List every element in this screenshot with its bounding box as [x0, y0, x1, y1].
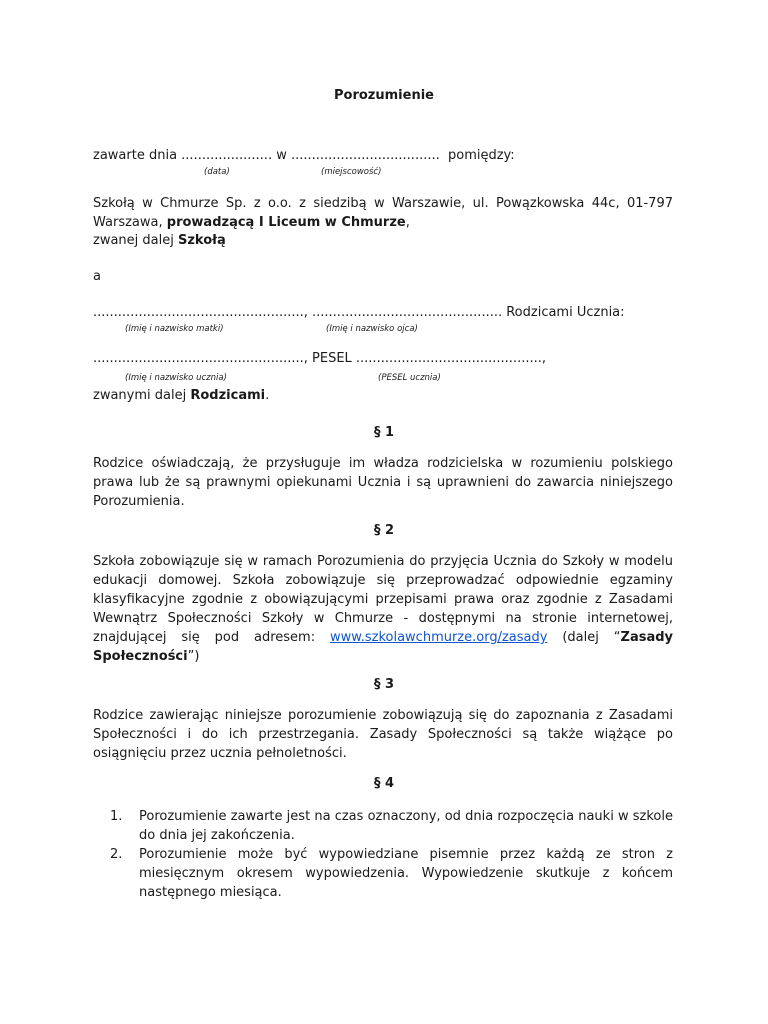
section-2-text-after: (dalej “ — [547, 630, 621, 645]
list-item — [110, 807, 673, 845]
parents-alias-bold: Rodzicami — [190, 388, 266, 403]
section-3-heading: § 3 — [373, 677, 395, 692]
school-text: Szkołą w Chmurze Sp. z o.o. z siedzibą w Warszawie, ul. Powązkowska 44c, 01-797 Warszawa, — [93, 196, 673, 230]
caption-student: (Imię i nazwisko ucznia) — [125, 373, 227, 383]
caption-father: (Imię i nazwisko ojca) — [326, 324, 418, 334]
school-text-end: , — [405, 215, 410, 230]
parents-alias-end: . — [265, 388, 270, 403]
list-item-number: 1. — [110, 809, 123, 824]
rules-link[interactable]: www.szkolawchmurze.org/zasady — [330, 630, 548, 645]
list-item-text: Porozumienie zawarte jest na czas oznaczony, od dnia rozpoczęcia nauki w szkole do dnia jej zakończenia. — [139, 809, 673, 843]
caption-mother: (Imię i nazwisko matki) — [125, 324, 224, 334]
list-item — [110, 845, 673, 902]
caption-place: (miejscowość) — [321, 167, 382, 177]
parents-line: ..................................................., .............................................. Rodzicami Ucznia: — [93, 305, 625, 320]
section-2-text — [93, 552, 673, 666]
document-title: Porozumienie — [334, 88, 434, 103]
intro-prefix: zawarte dnia ...................... w .................................... — [93, 148, 440, 163]
section-4-list — [110, 807, 673, 902]
school-alias — [93, 232, 226, 250]
school-alias-text: zwanej dalej — [93, 233, 178, 248]
section-1-text: Rodzice oświadczają, że przysługuje im władza rodzicielska w rozumieniu polskiego prawa lub że są prawnymi opiekunami Ucznia i są uprawnieni do zawarcia niniejszego Porozumienia. — [93, 456, 673, 509]
conjunction-a: a — [93, 269, 101, 284]
intro-line — [93, 147, 515, 165]
section-2-heading: § 2 — [373, 523, 395, 538]
intro-suffix: pomiędzy: — [448, 148, 515, 163]
section-4-heading: § 4 — [373, 776, 395, 791]
school-bold: prowadzącą I Liceum w Chmurze — [166, 215, 406, 230]
school-alias-bold: Szkołą — [177, 233, 226, 248]
section-2-text-before: Szkoła zobowiązuje się w ramach Porozumienia do przyjęcia Ucznia do Szkoły w modelu edukacji domowej. Szkoła zobowiązuje się przeprowadzać odpowiednie egzaminy klasyfikacyjne zgodnie z obowiązującymi przepisami prawa oraz zgodnie z Zasadami Wewnątrz Społeczności Szkoły w Chmurze - dostępnymi na stronie internetowej, znajdującej się pod adresem: — [93, 554, 673, 645]
parents-alias — [93, 387, 269, 405]
section-3-text: Rodzice zawierając niniejsze porozumienie zobowiązują się do zapoznania z Zasadami Społeczności i do ich przestrzegania. Zasady Społeczności są także wiążące po osiągnięciu przez ucznia pełnoletności. — [93, 708, 673, 761]
caption-date: (data) — [204, 167, 230, 177]
list-item-text: Porozumienie może być wypowiedziane pisemnie przez każdą ze stron z miesięcznym okresem wypowiedzenia. Wypowiedzenie skutkuje z końcem następnego miesiąca. — [139, 847, 673, 900]
section-2-bold: Zasady Społeczności — [93, 630, 674, 664]
caption-pesel: (PESEL ucznia) — [378, 373, 441, 383]
section-2-text-end: ”) — [187, 649, 200, 664]
school-description — [93, 194, 673, 232]
student-line: ..................................................., PESEL ............................................., — [93, 351, 546, 366]
section-1-heading: § 1 — [373, 425, 395, 440]
parents-alias-text: zwanymi dalej — [93, 388, 191, 403]
list-item-number: 2. — [110, 847, 123, 862]
